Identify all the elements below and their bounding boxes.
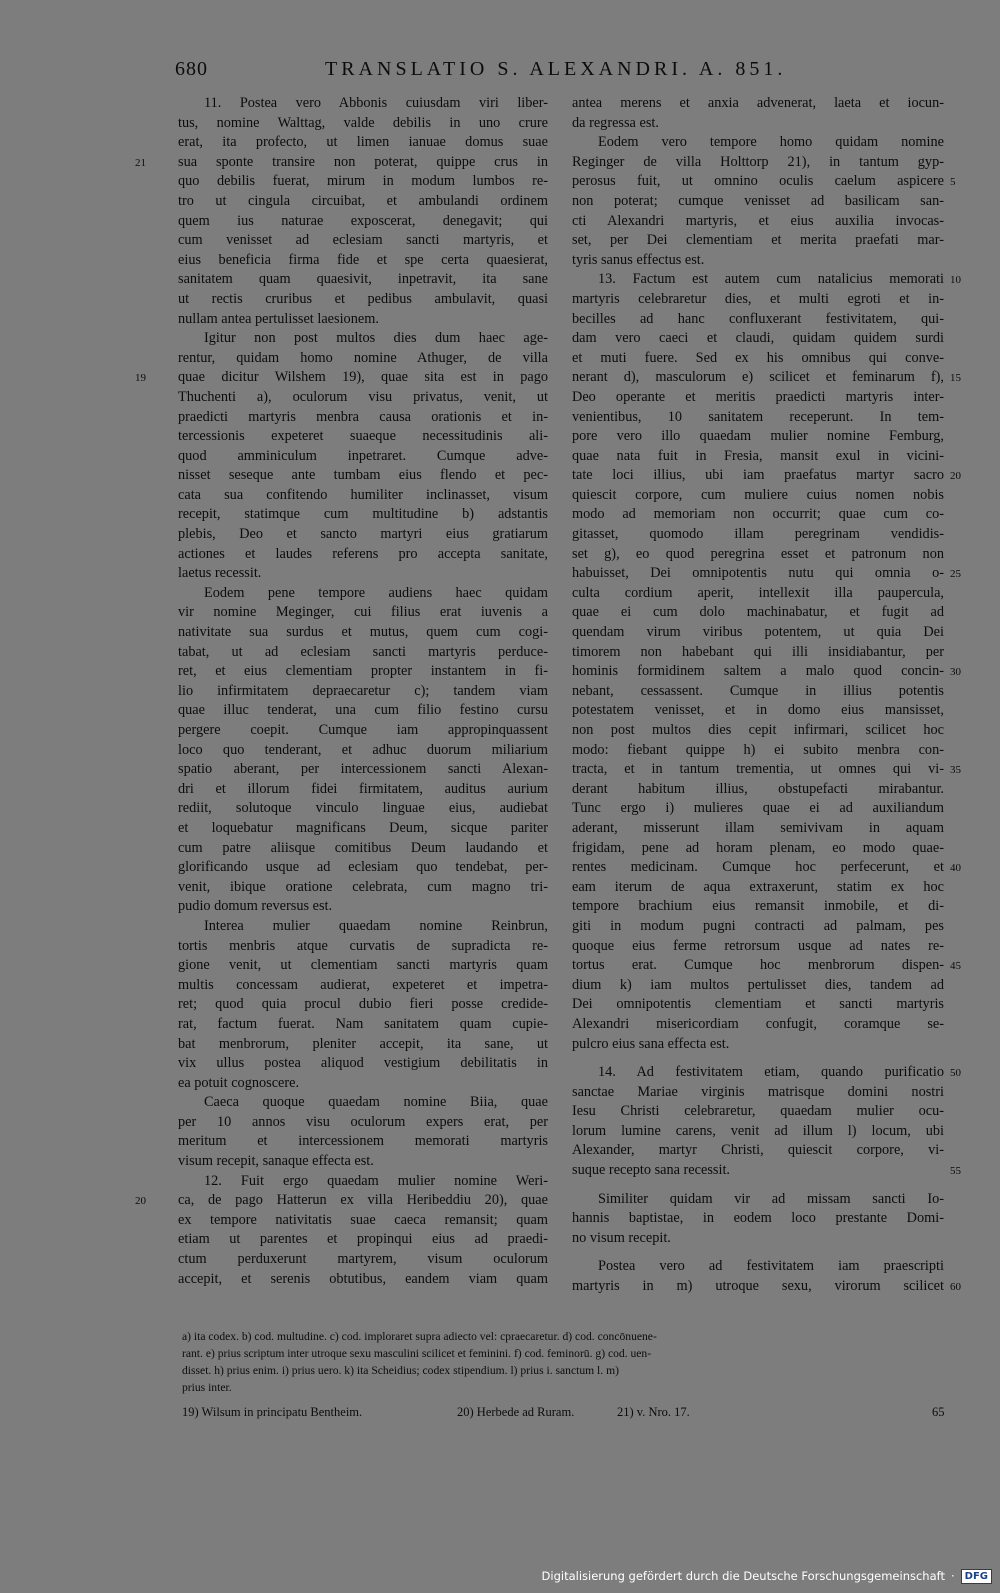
text-line: vir nomine Meginger, cui filius erat iuvenis a (178, 604, 548, 621)
text-line: quod amminiculum inpetraret. Cumque adve- (178, 447, 548, 464)
text-line: tercessionis expeteret suaeque necessitudinis ali- (178, 428, 548, 445)
text-line: rediit, solutoque vinculo linguae eius, audiebat (178, 800, 548, 817)
text-line: nerant d), masculorum e) scilicet et feminarum f), (572, 369, 944, 386)
text-line: martyris celebraretur dies, et multi egroti et in- (572, 290, 944, 307)
text-line: gitasset, quomodo illam peregrinam vendidis- (572, 526, 944, 543)
text-line: ex tempore nativitatis suae caeca remansit; quam (178, 1211, 548, 1228)
text-line: culta cordium aperit, intellexit illa paupercula, (572, 584, 944, 601)
text-line: et loquebatur magnificans Deum, sicque pariter (178, 819, 548, 836)
running-title: TRANSLATIO S. ALEXANDRI. A. 851. (325, 58, 787, 80)
text-line: quae nata fuit in Fresia, mansit exul in vicini- (572, 447, 944, 464)
text-line: aderant, misserunt illam semivivam in aquam (572, 819, 944, 836)
margin-line-number: 20 (135, 1195, 146, 1207)
text-line: pore vero illo quaedam mulier nomine Femburg, (572, 428, 944, 445)
text-line: martyris in m) utroque sexu, virorum scilicet (572, 1278, 944, 1295)
text-line: Eodem pene tempore audiens haec quidam (204, 584, 548, 601)
text-line: nullam antea pertulisset laesionem. (178, 310, 379, 327)
text-line: hominis formidinem saltem a malo quod concin- (572, 663, 944, 680)
text-line: spatio aberant, per intercessionem sancti Alexan- (178, 761, 548, 778)
paragraph-gap (572, 1054, 944, 1063)
paragraph-gap (572, 1181, 944, 1190)
text-line: antea merens et anxia advenerat, laeta et iocun- (572, 95, 944, 111)
text-line: non poterat; cumque venisset ad basilicam san- (572, 192, 944, 209)
text-line: loco quo tenderant, et adhuc duorum miliarium (178, 741, 548, 758)
signature-number: 65 (932, 1405, 945, 1419)
text-line: tabat, ut ad eclesiam sancti martyris perduce- (178, 643, 548, 660)
text-line: set, per Dei clementiam et merita praefati mar- (572, 232, 944, 249)
text-line: quae ei cum dolo machinabatur, et fugit ad (572, 604, 944, 621)
text-line: 13. Factum est autem cum natalicius memorati (598, 271, 944, 288)
text-line: cum patre aliisque comitibus Deum laudando et (178, 839, 548, 856)
text-line: plebis, Deo et sancto martyri eius gratiarum (178, 526, 548, 543)
text-line: tro ut cingula circuibat, et ambulandi ordinem (178, 192, 548, 209)
funding-text: Digitalisierung gefördert durch die Deutsche Forschungsgemeinschaft (541, 1569, 945, 1583)
text-line: ret; quod quia procul dubio fieri posse credide- (178, 996, 548, 1013)
text-line: quendam virum viribus potentem, ut quia Dei (572, 624, 944, 641)
margin-line-number: 21 (135, 157, 146, 169)
text-line: Alexander, martyr Christi, quiescit corpore, vi- (572, 1142, 944, 1159)
text-line: Tunc ergo i) mulieres quae ei ad auxiliandum (572, 800, 944, 817)
text-line: tortis menbris atque curvatis de supradicta re- (178, 937, 548, 954)
margin-line-number: 40 (950, 862, 961, 874)
text-line: meritum et intercessionem memorati martyris (178, 1133, 548, 1150)
footnote-line: disset. h) prius enim. i) prius uero. k) ita Scheidius; codex stipendium. l) prius i. sanctum l. m) (182, 1364, 619, 1377)
dfg-logo-icon[interactable]: DFG (961, 1569, 992, 1584)
margin-line-number: 5 (950, 176, 956, 188)
text-line: eam iterum de aqua extraxerunt, statim ex hoc (572, 878, 944, 895)
text-line: quae illuc tenderat, una cum filio festino cursu (178, 702, 548, 719)
text-line: nebant, cessassent. Cumque in illius potentis (572, 682, 944, 699)
text-line: venientibus, 10 sanitatem receperunt. In tem- (572, 408, 944, 425)
location-note: 19) Wilsum in principatu Bentheim. (182, 1405, 363, 1419)
text-line: rat, factum fuerat. Nam sanitatem quam cupie- (178, 1015, 548, 1032)
text-line: etiam ut parentes et propinqui eius ad praedi- (178, 1231, 548, 1248)
text-line: cum venisset ad eclesiam sancti martyris, et (178, 232, 548, 249)
text-line: et muti fuere. Sed ex his omnibus qui conve- (572, 349, 944, 366)
text-line: habuisset, Dei omnipotentis nutu qui omnia o- (572, 565, 944, 582)
digitization-footer: Digitalisierung gefördert durch die Deutsche Forschungsgemeinschaft · DFG (542, 1567, 992, 1585)
text-line: quo debilis fuerat, mirum in modum lumbos re- (178, 173, 548, 190)
text-line: lio infirmitatem depraecaretur c); tandem viam (178, 682, 548, 699)
text-line: frigidam, pene ad horam plenam, eo modo quae- (572, 839, 944, 856)
text-line: pulcro eius sana effecta est. (572, 1035, 730, 1052)
text-line: 12. Fuit ergo quaedam mulier nomine Weri- (204, 1172, 548, 1189)
page-header (175, 58, 945, 84)
text-line: sanitatem quam quaesivit, inpetravit, ita sane (178, 271, 548, 288)
text-line: potestatem venisset, et in domo eius mansisset, (572, 702, 944, 719)
text-line: eius beneficia firma fide et spe certa quaesierat, (178, 251, 548, 268)
text-line: Postea vero ad festivitatem iam praescripti (598, 1258, 944, 1275)
text-line: modo: fiebant quippe h) ei subito menbra con- (572, 741, 944, 758)
text-line: ut rectis cruribus et pedibus ambulavit, quasi (178, 290, 548, 307)
text-line: non post multos dies cepit infirmari, scilicet hoc (572, 722, 944, 738)
text-line: recepit, statimque cum multitudine b) adstantis (178, 506, 548, 523)
text-line: venit, ibique oratione celebrata, cum magno tri- (178, 878, 548, 895)
text-line: vix ullus postea aliquod vestigium debilitatis in (178, 1055, 548, 1072)
text-line: Thuchenti a), oculorum visu privatus, venit, ut (178, 388, 548, 405)
text-line: perosus fuit, ut omnino oculis caelum aspicere (572, 173, 944, 190)
text-line: 11. Postea vero Abbonis cuiusdam viri liber- (204, 95, 548, 111)
text-line: ea potuit cognoscere. (178, 1074, 300, 1091)
text-line: Reginger de villa Holttorp 21), in tantum gyp- (572, 153, 944, 170)
text-line: da regressa est. (572, 114, 659, 131)
margin-line-number: 20 (950, 470, 961, 482)
text-line: no visum recepit. (572, 1229, 671, 1246)
text-line: 14. Ad festivitatem etiam, quando purificatio (598, 1064, 944, 1081)
text-line: pudio domum reversus est. (178, 898, 333, 915)
text-line: sanctae Mariae virginis matrisque domini nostri (572, 1083, 944, 1100)
text-line: dam vero caeci et claudi, quidam quidem surdi (572, 330, 944, 347)
footnote-line: rant. e) prius scriptum inter utroque sexu masculini scilicet et feminini. f) cod. feminorū. g) cod. uen- (182, 1347, 652, 1360)
text-line: ctum perduxerunt martyrem, visum oculorum (178, 1251, 548, 1268)
text-line: cata sua confitendo humiliter inclinasset, visum (178, 486, 548, 503)
text-line: per 10 annos visu oculorum expers erat, per (178, 1113, 548, 1130)
text-line: tyris sanus effectus est. (572, 251, 705, 268)
critical-apparatus-footnotes (182, 1328, 942, 1396)
text-line: cti Alexandri martyris, et eius auxilia invocas- (572, 212, 944, 229)
text-line: becilles ad hanc confluxerant festivitatem, qui- (572, 310, 944, 327)
page-number: 680 (175, 58, 208, 80)
text-line: glorificando usque ad eclesiam quo tendebat, per- (178, 859, 548, 876)
text-line: pergere coepit. Cumque iam appropinquassent (178, 722, 548, 738)
text-line: nativitate sua surdus et mutus, quem cum cogi- (178, 624, 548, 641)
text-line: multis concessam audierat, expeteret et impetra- (178, 976, 548, 993)
text-line: rentes medicinam. Cumque hoc perfecerunt, et (572, 859, 944, 876)
text-line: Dei omnipotentis clementiam et sancti martyris (572, 996, 944, 1013)
text-line: lorum lumine carens, venit ad illum l) locum, ubi (572, 1122, 944, 1139)
text-line: dri et illorum fidei firmitatem, auditus aurium (178, 780, 548, 797)
text-line: tempore brachium eius remansit inmobile, et di- (572, 898, 944, 915)
text-line: derant habitum illius, obstupefacti mirabantur. (572, 780, 944, 797)
text-line: Alexandri misericordiam confugit, coramque se- (572, 1015, 944, 1032)
text-line: ca, de pago Hatterun ex villa Heribeddiu 20), quae (178, 1192, 548, 1209)
text-line: tate loci illius, ubi iam praefatus martyr sacro (572, 467, 944, 484)
left-text-column (178, 94, 548, 1289)
text-line: laetus recessit. (178, 565, 262, 582)
margin-line-number: 55 (950, 1165, 961, 1177)
text-line: tus, nomine Walttag, valde debilis in uno crure (178, 114, 548, 131)
margin-line-number: 60 (950, 1281, 961, 1293)
text-line: Similiter quidam vir ad missam sancti Io- (598, 1190, 944, 1207)
text-line: Caeca quoque quaedam nomine Biia, quae (204, 1094, 548, 1111)
margin-line-number: 35 (950, 764, 961, 776)
location-note: 21) v. Nro. 17. (617, 1405, 690, 1419)
margin-line-number: 25 (950, 568, 961, 580)
margin-line-number: 50 (950, 1067, 961, 1079)
text-line: tracta, et in tantum trementia, ut omnes qui vi- (572, 761, 944, 778)
text-line: Interea mulier quaedam nomine Reinbrun, (204, 917, 548, 934)
footnote-line: prius inter. (182, 1381, 232, 1394)
text-line: actiones et laudes referens pro accepta sanitate, (178, 545, 548, 562)
text-line: ret, et eius clementiam propter instantem in fi- (178, 663, 548, 680)
right-text-column (572, 94, 944, 1297)
text-line: gione venit, ut clementiam sancti martyris quam (178, 957, 548, 974)
location-note: 20) Herbede ad Ruram. (457, 1405, 575, 1419)
text-line: Deo operante et meritis praedicti martyris inter- (572, 388, 944, 405)
text-line: Eodem vero tempore homo quidam nomine (598, 134, 944, 151)
text-line: quae dicitur Wilshem 19), quae sita est in pago (178, 369, 548, 386)
text-line: accepit, et serenis obtutibus, eandem viam quam (178, 1270, 548, 1287)
paragraph-gap (572, 1248, 944, 1257)
text-line: suque recepto sana recessit. (572, 1162, 730, 1179)
text-line: sua sponte transire non poterat, quippe crus in (178, 153, 548, 170)
text-line: rentur, quidam homo nomine Athuger, de villa (178, 349, 548, 366)
text-line: quiescit corpore, cum muliere cuius nomen nobis (572, 486, 944, 503)
text-line: nisset seseque ante tumbam eius flendo et pec- (178, 467, 548, 484)
text-line: set g), eo quod peregrina esset et patronum non (572, 545, 944, 562)
text-line: timorem non habebant qui illi insidiabantur, per (572, 643, 944, 660)
text-line: tortus erat. Cumque hoc menbrorum dispen- (572, 957, 944, 974)
text-line: visum recepit, sanaque effecta est. (178, 1153, 374, 1170)
text-line: quem ius naturae exposcerat, denegavit; qui (178, 212, 548, 229)
text-line: Iesu Christi celebraretur, quaedam mulier ocu- (572, 1103, 944, 1120)
text-line: Igitur non post multos dies dum haec age- (204, 330, 548, 347)
text-line: bat menbrorum, pleniter accepit, ita sane, ut (178, 1035, 548, 1052)
text-line: dium k) iam multos pertulisset dies, tandem ad (572, 976, 944, 993)
margin-line-number: 30 (950, 666, 961, 678)
text-line: modo ad memoriam non occurrit; quae cum co- (572, 506, 944, 523)
margin-line-number: 10 (950, 274, 961, 286)
footnote-line: a) ita codex. b) cod. multudine. c) cod. imploraret supra adiecto vel: cpraecaretur. d) cod. concōnuene- (182, 1330, 657, 1343)
text-line: hannis baptistae, in eodem loco prestante Domi- (572, 1210, 944, 1227)
margin-line-number: 19 (135, 372, 146, 384)
margin-line-number: 45 (950, 960, 961, 972)
text-line: erat, ita profecto, ut limen ianuae domus suae (178, 134, 548, 151)
text-line: quoque eius ferme retrorsum usque ad nates re- (572, 937, 944, 954)
margin-line-number: 15 (950, 372, 961, 384)
text-line: giti in modum pugni contracti ad palmam, pes (572, 917, 944, 934)
text-line: praedicti martyris menbra causa orationis et in- (178, 408, 548, 425)
